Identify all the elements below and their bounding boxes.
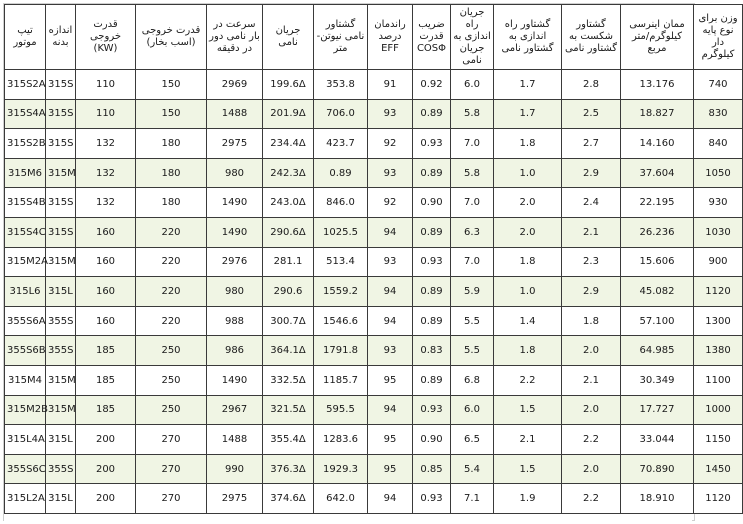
table-cell: 15.606 [621, 247, 694, 277]
table-cell: 94 [368, 484, 413, 514]
table-cell: 1185.7 [314, 365, 368, 395]
table-cell: 1025.5 [314, 217, 368, 247]
table-cell: 0.89 [413, 277, 451, 307]
table-cell: 160 [76, 306, 136, 336]
table-header [5, 5, 743, 70]
table-cell: 1546.6 [314, 306, 368, 336]
table-cell: 132 [76, 158, 136, 188]
table-cell: 315S4B [5, 188, 46, 218]
table-cell: 315S2B [5, 129, 46, 159]
table-row [5, 454, 743, 484]
table-cell: 5.8 [451, 99, 494, 129]
table-cell: 374.6Δ [263, 484, 314, 514]
bottom-strip [4, 517, 692, 521]
table-cell: 92 [368, 129, 413, 159]
table-cell: 2975 [207, 484, 263, 514]
table-row [5, 306, 743, 336]
table-cell: 1.4 [494, 306, 562, 336]
table-cell: 18.827 [621, 99, 694, 129]
table-cell: 22.195 [621, 188, 694, 218]
table-cell: 290.6Δ [263, 217, 314, 247]
table-cell: 353.8 [314, 70, 368, 100]
table-cell: 1.7 [494, 99, 562, 129]
table-row [5, 425, 743, 455]
table-cell: 26.236 [621, 217, 694, 247]
table-cell: 220 [136, 247, 207, 277]
table-cell: 376.3Δ [263, 454, 314, 484]
table-cell: 199.6Δ [263, 70, 314, 100]
column-header: وزن برای نوع پایه دار کیلوگرم [694, 5, 743, 70]
table-cell: 200 [76, 484, 136, 514]
table-cell: 1.5 [494, 454, 562, 484]
table-cell: 64.985 [621, 336, 694, 366]
column-header: گشتاور راه اندازی به گشتاور نامی [494, 5, 562, 70]
table-cell: 94 [368, 277, 413, 307]
table-cell: 2969 [207, 70, 263, 100]
table-cell: 1490 [207, 365, 263, 395]
table-cell: 93 [368, 99, 413, 129]
table-cell: 6.3 [451, 217, 494, 247]
table-cell: 270 [136, 425, 207, 455]
table-cell: 315S [46, 99, 76, 129]
table-cell: 315L2A [5, 484, 46, 514]
table-cell: 315M [46, 365, 76, 395]
table-cell: 2.5 [562, 99, 621, 129]
table-cell: 0.93 [413, 484, 451, 514]
table-cell: 1100 [694, 365, 743, 395]
table-cell: 830 [694, 99, 743, 129]
table-cell: 5.5 [451, 336, 494, 366]
table-cell: 980 [207, 158, 263, 188]
table-cell: 513.4 [314, 247, 368, 277]
table-cell: 18.910 [621, 484, 694, 514]
table-cell: 315S [46, 70, 76, 100]
table-cell: 93 [368, 247, 413, 277]
table-cell: 355.4Δ [263, 425, 314, 455]
table-cell: 1.5 [494, 395, 562, 425]
table-cell: 315M [46, 395, 76, 425]
table-cell: 7.0 [451, 129, 494, 159]
table-cell: 290.6 [263, 277, 314, 307]
table-cell: 315M2B [5, 395, 46, 425]
table-cell: 7.0 [451, 247, 494, 277]
table-cell: 0.89 [314, 158, 368, 188]
table-cell: 2976 [207, 247, 263, 277]
table-cell: 94 [368, 395, 413, 425]
table-cell: 0.85 [413, 454, 451, 484]
table-cell: 93 [368, 336, 413, 366]
table-cell: 1050 [694, 158, 743, 188]
table-cell: 2967 [207, 395, 263, 425]
table-cell: 5.5 [451, 306, 494, 336]
column-header: قدرت خروجی (اسب بخار) [136, 5, 207, 70]
table-cell: 1.9 [494, 484, 562, 514]
table-cell: 315L6 [5, 277, 46, 307]
table-row [5, 99, 743, 129]
table-cell: 6.5 [451, 425, 494, 455]
table-cell: 1120 [694, 277, 743, 307]
table-cell: 201.9Δ [263, 99, 314, 129]
table-cell: 91 [368, 70, 413, 100]
table-cell: 1.8 [562, 306, 621, 336]
table-cell: 2.8 [562, 70, 621, 100]
table-cell: 1.8 [494, 247, 562, 277]
table-cell: 270 [136, 454, 207, 484]
table-cell: 355S6B [5, 336, 46, 366]
table-cell: 332.5Δ [263, 365, 314, 395]
table-row [5, 247, 743, 277]
table-cell: 1488 [207, 99, 263, 129]
table-cell: 2.1 [562, 217, 621, 247]
table-cell: 200 [76, 454, 136, 484]
table-cell: 17.727 [621, 395, 694, 425]
table-cell: 95 [368, 454, 413, 484]
table-cell: 0.93 [413, 395, 451, 425]
table-cell: 30.349 [621, 365, 694, 395]
table-cell: 840 [694, 129, 743, 159]
table-cell: 220 [136, 306, 207, 336]
table-cell: 1300 [694, 306, 743, 336]
table-cell: 364.1Δ [263, 336, 314, 366]
table-cell: 2.9 [562, 158, 621, 188]
table-cell: 243.0Δ [263, 188, 314, 218]
column-header: جریان نامی [263, 5, 314, 70]
table-cell: 2.0 [562, 336, 621, 366]
table-cell: 2.0 [494, 188, 562, 218]
table-cell: 45.082 [621, 277, 694, 307]
table-cell: 1488 [207, 425, 263, 455]
table-cell: 355S6C [5, 454, 46, 484]
column-header: جریان راه اندازی به جریان نامی [451, 5, 494, 70]
table-cell: 988 [207, 306, 263, 336]
table-cell: 57.100 [621, 306, 694, 336]
table-cell: 315L [46, 484, 76, 514]
table-cell: 740 [694, 70, 743, 100]
table-cell: 1791.8 [314, 336, 368, 366]
table-cell: 900 [694, 247, 743, 277]
table-cell: 250 [136, 395, 207, 425]
table-cell: 315S [46, 188, 76, 218]
table-cell: 2.0 [494, 217, 562, 247]
table-cell: 315S4C [5, 217, 46, 247]
column-header: تیپ موتور [5, 5, 46, 70]
table-cell: 2.7 [562, 129, 621, 159]
table-cell: 990 [207, 454, 263, 484]
table-cell: 220 [136, 217, 207, 247]
column-header: سرعت در بار نامی دور در دقیقه [207, 5, 263, 70]
table-cell: 986 [207, 336, 263, 366]
table-cell: 1.8 [494, 336, 562, 366]
table-cell: 315L4A [5, 425, 46, 455]
table-cell: 0.90 [413, 188, 451, 218]
table-cell: 7.0 [451, 188, 494, 218]
column-header: اندازه بدنه [46, 5, 76, 70]
table-cell: 2.1 [494, 425, 562, 455]
table-row [5, 277, 743, 307]
table-cell: 242.3Δ [263, 158, 314, 188]
table-cell: 0.89 [413, 217, 451, 247]
table-cell: 315L [46, 277, 76, 307]
table-cell: 2.9 [562, 277, 621, 307]
table-cell: 5.8 [451, 158, 494, 188]
column-header: گشتاور شکست به گشتاور نامی [562, 5, 621, 70]
table-cell: 300.7Δ [263, 306, 314, 336]
table-cell: 980 [207, 277, 263, 307]
table-cell: 595.5 [314, 395, 368, 425]
table-cell: 315M4 [5, 365, 46, 395]
table-cell: 315L [46, 425, 76, 455]
table-cell: 7.1 [451, 484, 494, 514]
table-cell: 5.4 [451, 454, 494, 484]
column-header: ضریب قدرت COSΦ [413, 5, 451, 70]
table-row [5, 217, 743, 247]
table-row [5, 336, 743, 366]
table-cell: 1.0 [494, 158, 562, 188]
column-header: گشتاور نامی نیوتن-متر [314, 5, 368, 70]
table-cell: 423.7 [314, 129, 368, 159]
table-cell: 321.5Δ [263, 395, 314, 425]
table-cell: 642.0 [314, 484, 368, 514]
table-cell: 180 [136, 188, 207, 218]
table-cell: 1559.2 [314, 277, 368, 307]
table-cell: 315M [46, 158, 76, 188]
table-cell: 355S [46, 306, 76, 336]
table-cell: 110 [76, 99, 136, 129]
table-cell: 185 [76, 365, 136, 395]
table-cell: 1450 [694, 454, 743, 484]
table-cell: 0.93 [413, 247, 451, 277]
table-cell: 180 [136, 158, 207, 188]
table-cell: 0.89 [413, 365, 451, 395]
table-cell: 1.0 [494, 277, 562, 307]
table-cell: 1150 [694, 425, 743, 455]
table-cell: 250 [136, 336, 207, 366]
table-cell: 1490 [207, 188, 263, 218]
table-cell: 185 [76, 395, 136, 425]
table-cell: 5.9 [451, 277, 494, 307]
table-cell: 2.4 [562, 188, 621, 218]
table-cell: 2975 [207, 129, 263, 159]
table-cell: 0.90 [413, 425, 451, 455]
table-cell: 180 [136, 129, 207, 159]
table-cell: 160 [76, 217, 136, 247]
table-row [5, 188, 743, 218]
table-cell: 846.0 [314, 188, 368, 218]
table-cell: 315M [46, 247, 76, 277]
table-body [5, 70, 743, 514]
table-cell: 92 [368, 188, 413, 218]
motor-spec-table [4, 4, 743, 514]
table-cell: 1.8 [494, 129, 562, 159]
table-cell: 355S [46, 454, 76, 484]
table-cell: 150 [136, 70, 207, 100]
table-cell: 2.1 [562, 365, 621, 395]
table-cell: 234.4Δ [263, 129, 314, 159]
table-cell: 160 [76, 247, 136, 277]
header-row [5, 5, 743, 70]
table-cell: 315S [46, 217, 76, 247]
table-cell: 0.92 [413, 70, 451, 100]
table-cell: 0.83 [413, 336, 451, 366]
table-cell: 6.8 [451, 365, 494, 395]
table-cell: 95 [368, 365, 413, 395]
table-cell: 150 [136, 99, 207, 129]
table-cell: 315S [46, 129, 76, 159]
table-cell: 315S2A [5, 70, 46, 100]
table-row [5, 395, 743, 425]
table-cell: 70.890 [621, 454, 694, 484]
table-cell: 355S6A [5, 306, 46, 336]
table-cell: 6.0 [451, 395, 494, 425]
table-cell: 1283.6 [314, 425, 368, 455]
table-cell: 281.1 [263, 247, 314, 277]
table-cell: 1929.3 [314, 454, 368, 484]
table-cell: 2.2 [562, 484, 621, 514]
table-cell: 0.89 [413, 306, 451, 336]
column-header: ممان اینرسی کیلوگرم/متر مربع [621, 5, 694, 70]
table-cell: 0.89 [413, 99, 451, 129]
table-cell: 13.176 [621, 70, 694, 100]
table-cell: 132 [76, 129, 136, 159]
table-cell: 1000 [694, 395, 743, 425]
column-header: راندمان درصد EFF [368, 5, 413, 70]
table-row [5, 365, 743, 395]
table-cell: 220 [136, 277, 207, 307]
table-cell: 355S [46, 336, 76, 366]
table-cell: 1380 [694, 336, 743, 366]
table-cell: 185 [76, 336, 136, 366]
table-cell: 930 [694, 188, 743, 218]
table-cell: 14.160 [621, 129, 694, 159]
table-cell: 94 [368, 306, 413, 336]
table-cell: 95 [368, 425, 413, 455]
table-cell: 2.0 [562, 395, 621, 425]
table-cell: 6.0 [451, 70, 494, 100]
table-cell: 93 [368, 158, 413, 188]
table-row [5, 70, 743, 100]
table-cell: 200 [76, 425, 136, 455]
table-cell: 160 [76, 277, 136, 307]
table-cell: 2.2 [494, 365, 562, 395]
column-header: قدرت خروجی (KW) [76, 5, 136, 70]
table-cell: 2.2 [562, 425, 621, 455]
table-cell: 2.0 [562, 454, 621, 484]
table-cell: 0.93 [413, 129, 451, 159]
table-cell: 250 [136, 365, 207, 395]
table-cell: 2.3 [562, 247, 621, 277]
table-cell: 706.0 [314, 99, 368, 129]
table-cell: 33.044 [621, 425, 694, 455]
table-cell: 132 [76, 188, 136, 218]
table-cell: 94 [368, 217, 413, 247]
table-cell: 0.89 [413, 158, 451, 188]
table-cell: 315M6 [5, 158, 46, 188]
table-cell: 270 [136, 484, 207, 514]
table-cell: 37.604 [621, 158, 694, 188]
table-cell: 1120 [694, 484, 743, 514]
table-cell: 110 [76, 70, 136, 100]
table-row [5, 129, 743, 159]
table-cell: 315S4A [5, 99, 46, 129]
table-row [5, 158, 743, 188]
table-cell: 315M2A [5, 247, 46, 277]
table-cell: 1.7 [494, 70, 562, 100]
table-cell: 1030 [694, 217, 743, 247]
table-cell: 1490 [207, 217, 263, 247]
table-row [5, 484, 743, 514]
